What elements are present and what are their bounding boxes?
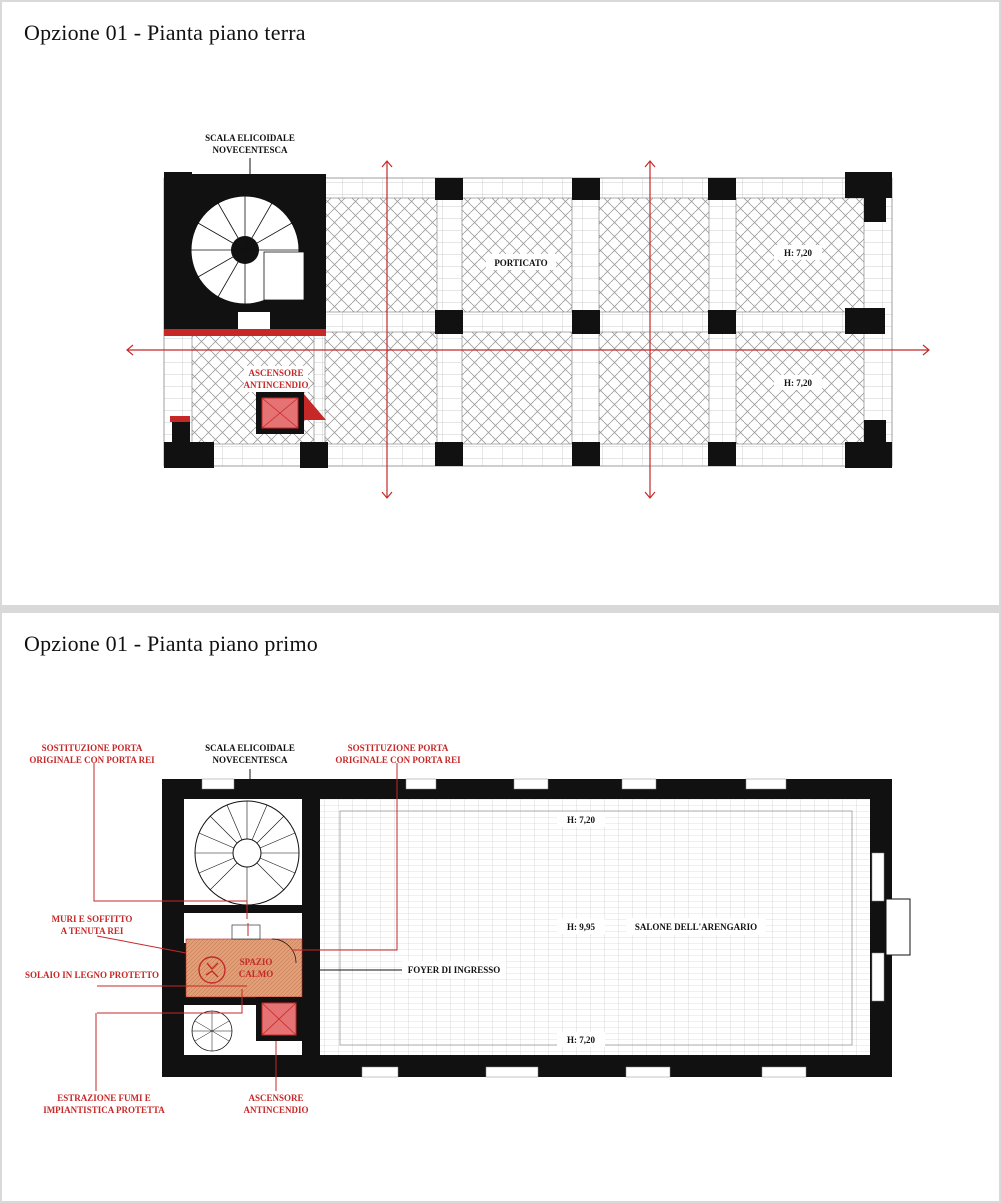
ground-stair-label-line2: NOVECENTESCA [212, 145, 288, 155]
smoke-label-line2: IMPIANTISTICA PROTETTA [43, 1105, 165, 1115]
first-helical-stair [195, 801, 299, 905]
ground-lift-label-line2: ANTINCENDIO [243, 380, 309, 390]
salone-label: SALONE DELL'ARENGARIO [634, 922, 758, 932]
door-left-label-line2: ORIGINALE CON PORTA REI [29, 755, 155, 765]
balcony [886, 899, 910, 955]
porticato-label: PORTICATO [494, 258, 548, 268]
first-floor-plan [2, 613, 999, 1201]
first-height-top-label: H: 7,20 [567, 815, 595, 825]
ground-floor-sheet [2, 2, 999, 605]
first-small-stair [192, 1011, 232, 1051]
ground-floor-plan [2, 2, 999, 605]
first-stair-label-line2: NOVECENTESCA [212, 755, 288, 765]
safe-space-label-line1: SPAZIO [239, 957, 273, 967]
ground-stair-block [164, 174, 326, 336]
first-fire-lift [256, 997, 302, 1041]
first-rei-door [232, 925, 260, 939]
ground-lift-label-line1: ASCENSORE [248, 368, 304, 378]
first-floor-sheet [2, 613, 999, 1201]
first-height-bottom-label: H: 7,20 [567, 1035, 595, 1045]
safe-space-area [186, 939, 302, 997]
door-left-label-line1: SOSTITUZIONE PORTA [41, 743, 143, 753]
smoke-label-line1: ESTRAZIONE FUMI E [57, 1093, 151, 1103]
foyer-label: FOYER DI INGRESSO [407, 965, 501, 975]
door-right-label-line2: ORIGINALE CON PORTA REI [335, 755, 461, 765]
first-floor-title: Opzione 01 - Pianta piano primo [24, 631, 318, 656]
walls-label-line2: A TENUTA REI [60, 926, 124, 936]
first-stair-label-line1: SCALA ELICOIDALE [205, 743, 295, 753]
safe-space-label-line2: CALMO [238, 969, 274, 979]
ground-stair-label-line1: SCALA ELICOIDALE [205, 133, 295, 143]
first-lift-label-line1: ASCENSORE [248, 1093, 304, 1103]
first-height-mid-label: H: 9,95 [567, 922, 595, 932]
ground-height-bottom-label: H: 7,20 [784, 378, 812, 388]
ground-height-top-label: H: 7,20 [784, 248, 812, 258]
first-lift-label-line2: ANTINCENDIO [243, 1105, 309, 1115]
walls-label-line1: MURI E SOFFITTO [51, 914, 133, 924]
ground-floor-title: Opzione 01 - Pianta piano terra [24, 20, 306, 45]
floor-label: SOLAIO IN LEGNO PROTETTO [24, 970, 160, 980]
door-right-label-line1: SOSTITUZIONE PORTA [347, 743, 449, 753]
